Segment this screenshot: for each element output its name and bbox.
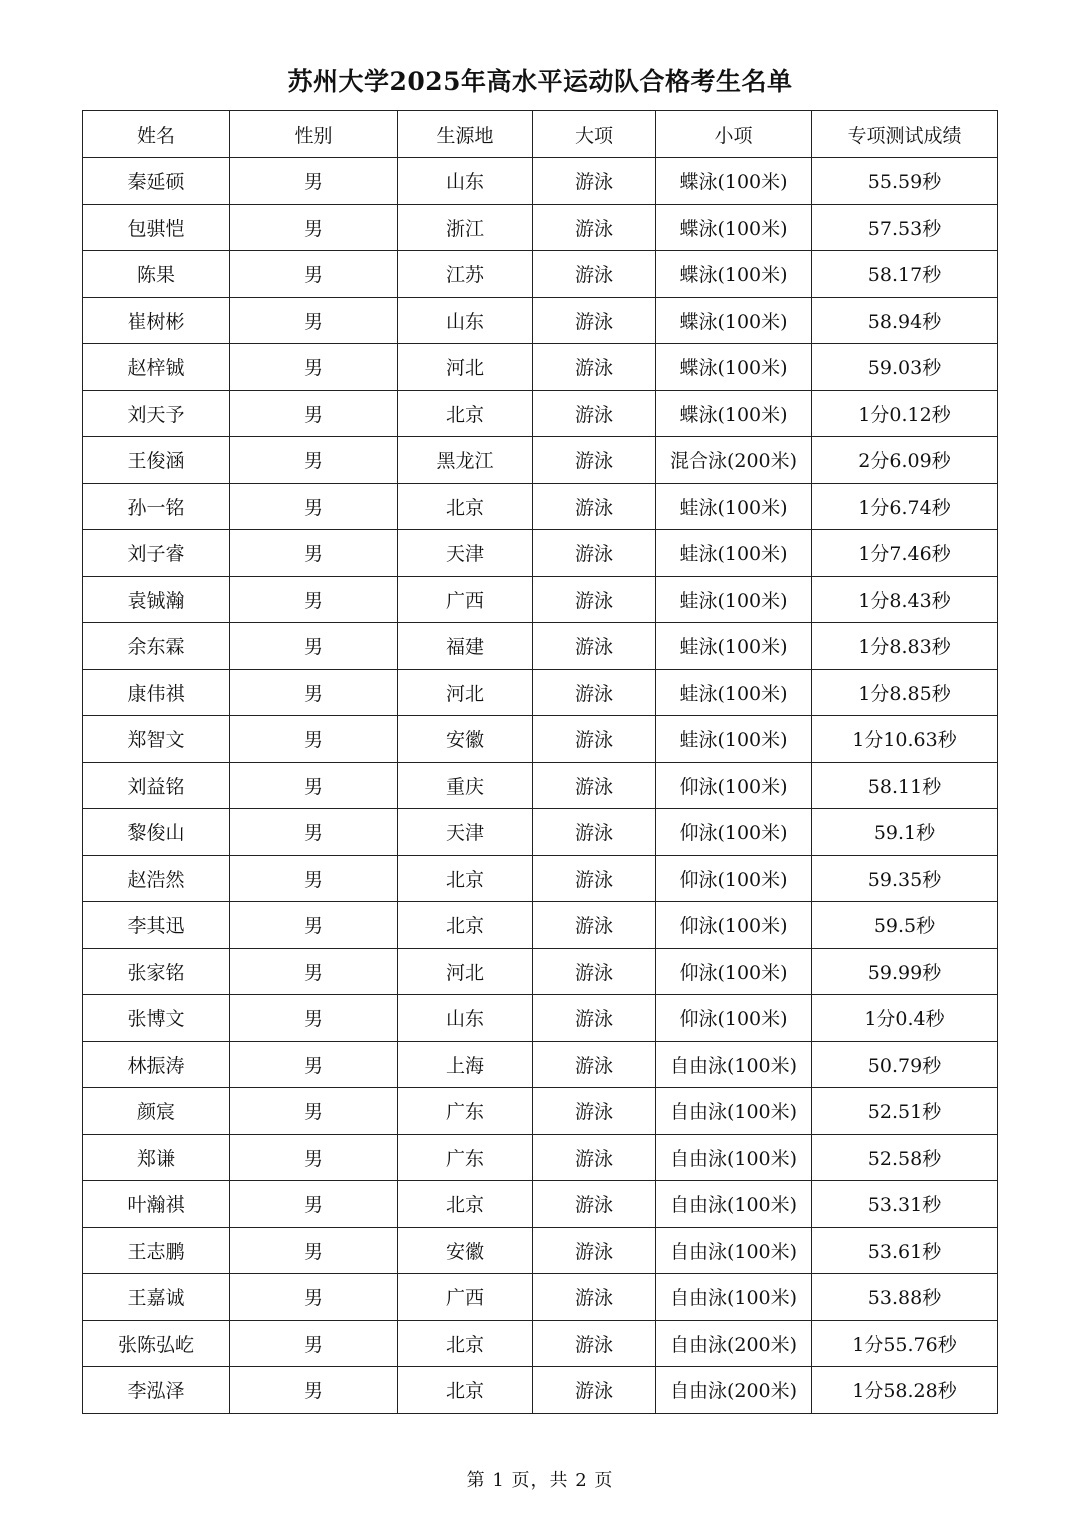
cell-major-event: 游泳: [533, 344, 656, 391]
table-row: [83, 948, 998, 995]
cell-origin: 安徽: [398, 1227, 533, 1274]
cell-sub-event: 蝶泳(100米): [656, 390, 812, 437]
cell-name: 孙一铭: [83, 483, 230, 530]
cell-origin: 山东: [398, 297, 533, 344]
cell-sub-event: 蝶泳(100米): [656, 158, 812, 205]
cell-origin: 北京: [398, 483, 533, 530]
cell-test-score: 53.61秒: [812, 1227, 998, 1274]
cell-major-event: 游泳: [533, 390, 656, 437]
cell-test-score: 58.11秒: [812, 762, 998, 809]
cell-gender: 男: [230, 995, 398, 1042]
table-row: [83, 855, 998, 902]
cell-origin: 北京: [398, 1367, 533, 1414]
cell-origin: 广东: [398, 1088, 533, 1135]
cell-gender: 男: [230, 1274, 398, 1321]
cell-major-event: 游泳: [533, 1274, 656, 1321]
cell-test-score: 59.1秒: [812, 809, 998, 856]
table-row: [83, 204, 998, 251]
cell-test-score: 1分0.12秒: [812, 390, 998, 437]
cell-sub-event: 仰泳(100米): [656, 762, 812, 809]
table-row: [83, 158, 998, 205]
cell-origin: 福建: [398, 623, 533, 670]
cell-gender: 男: [230, 855, 398, 902]
cell-sub-event: 蝶泳(100米): [656, 297, 812, 344]
cell-sub-event: 蛙泳(100米): [656, 623, 812, 670]
cell-gender: 男: [230, 204, 398, 251]
cell-name: 袁铖瀚: [83, 576, 230, 623]
cell-sub-event: 自由泳(100米): [656, 1227, 812, 1274]
table-row: [83, 530, 998, 577]
cell-gender: 男: [230, 1134, 398, 1181]
cell-gender: 男: [230, 1041, 398, 1088]
cell-major-event: 游泳: [533, 251, 656, 298]
cell-major-event: 游泳: [533, 902, 656, 949]
cell-name: 包骐恺: [83, 204, 230, 251]
cell-origin: 黑龙江: [398, 437, 533, 484]
cell-gender: 男: [230, 251, 398, 298]
cell-name: 张陈弘屹: [83, 1320, 230, 1367]
cell-test-score: 1分6.74秒: [812, 483, 998, 530]
table-row: [83, 1134, 998, 1181]
cell-name: 林振涛: [83, 1041, 230, 1088]
column-header-major-event: 大项: [533, 111, 656, 158]
cell-test-score: 1分8.83秒: [812, 623, 998, 670]
cell-sub-event: 自由泳(200米): [656, 1367, 812, 1414]
cell-major-event: 游泳: [533, 762, 656, 809]
cell-name: 王志鹏: [83, 1227, 230, 1274]
cell-sub-event: 蛙泳(100米): [656, 576, 812, 623]
cell-sub-event: 蛙泳(100米): [656, 716, 812, 763]
cell-sub-event: 自由泳(100米): [656, 1134, 812, 1181]
cell-major-event: 游泳: [533, 669, 656, 716]
cell-major-event: 游泳: [533, 158, 656, 205]
cell-gender: 男: [230, 1227, 398, 1274]
cell-test-score: 2分6.09秒: [812, 437, 998, 484]
table-row: [83, 809, 998, 856]
cell-sub-event: 自由泳(100米): [656, 1274, 812, 1321]
cell-test-score: 1分8.43秒: [812, 576, 998, 623]
cell-test-score: 52.51秒: [812, 1088, 998, 1135]
table-row: [83, 1041, 998, 1088]
cell-major-event: 游泳: [533, 483, 656, 530]
cell-test-score: 1分0.4秒: [812, 995, 998, 1042]
cell-test-score: 57.53秒: [812, 204, 998, 251]
cell-name: 王俊涵: [83, 437, 230, 484]
cell-sub-event: 仰泳(100米): [656, 855, 812, 902]
cell-origin: 安徽: [398, 716, 533, 763]
cell-test-score: 55.59秒: [812, 158, 998, 205]
cell-test-score: 59.5秒: [812, 902, 998, 949]
cell-major-event: 游泳: [533, 576, 656, 623]
cell-major-event: 游泳: [533, 1041, 656, 1088]
cell-sub-event: 蛙泳(100米): [656, 530, 812, 577]
cell-major-event: 游泳: [533, 297, 656, 344]
cell-major-event: 游泳: [533, 716, 656, 763]
cell-origin: 北京: [398, 390, 533, 437]
cell-name: 李其迅: [83, 902, 230, 949]
cell-gender: 男: [230, 297, 398, 344]
table-row: [83, 902, 998, 949]
cell-origin: 河北: [398, 948, 533, 995]
cell-name: 刘益铭: [83, 762, 230, 809]
cell-origin: 北京: [398, 1320, 533, 1367]
cell-gender: 男: [230, 344, 398, 391]
table-row: [83, 995, 998, 1042]
cell-test-score: 59.03秒: [812, 344, 998, 391]
cell-sub-event: 仰泳(100米): [656, 995, 812, 1042]
cell-major-event: 游泳: [533, 1088, 656, 1135]
table-row: [83, 1367, 998, 1414]
page-footer: 第 1 页，共 2 页: [466, 1470, 614, 1491]
cell-sub-event: 自由泳(100米): [656, 1181, 812, 1228]
cell-sub-event: 自由泳(200米): [656, 1320, 812, 1367]
table-row: [83, 1320, 998, 1367]
cell-name: 郑谦: [83, 1134, 230, 1181]
cell-origin: 北京: [398, 902, 533, 949]
cell-major-event: 游泳: [533, 1320, 656, 1367]
cell-test-score: 58.17秒: [812, 251, 998, 298]
cell-gender: 男: [230, 483, 398, 530]
cell-gender: 男: [230, 809, 398, 856]
cell-origin: 天津: [398, 530, 533, 577]
cell-sub-event: 混合泳(200米): [656, 437, 812, 484]
table-row: [83, 297, 998, 344]
cell-test-score: 52.58秒: [812, 1134, 998, 1181]
cell-sub-event: 仰泳(100米): [656, 948, 812, 995]
column-header-gender: 性别: [230, 111, 398, 158]
cell-major-event: 游泳: [533, 809, 656, 856]
cell-sub-event: 自由泳(100米): [656, 1041, 812, 1088]
cell-name: 余东霖: [83, 623, 230, 670]
page-title: 苏州大学2025年高水平运动队合格考生名单: [287, 67, 793, 96]
table-header-row: [83, 111, 998, 158]
cell-major-event: 游泳: [533, 855, 656, 902]
cell-origin: 北京: [398, 1181, 533, 1228]
cell-major-event: 游泳: [533, 623, 656, 670]
table-row: [83, 1274, 998, 1321]
table-row: [83, 1227, 998, 1274]
column-header-test-score: 专项测试成绩: [812, 111, 998, 158]
cell-test-score: 1分8.85秒: [812, 669, 998, 716]
cell-major-event: 游泳: [533, 530, 656, 577]
table-row: [83, 623, 998, 670]
cell-sub-event: 蝶泳(100米): [656, 204, 812, 251]
cell-name: 崔树彬: [83, 297, 230, 344]
cell-gender: 男: [230, 669, 398, 716]
cell-origin: 广东: [398, 1134, 533, 1181]
cell-test-score: 53.88秒: [812, 1274, 998, 1321]
cell-gender: 男: [230, 1181, 398, 1228]
table-row: [83, 576, 998, 623]
table-row: [83, 1181, 998, 1228]
cell-test-score: 53.31秒: [812, 1181, 998, 1228]
cell-gender: 男: [230, 716, 398, 763]
cell-name: 郑智文: [83, 716, 230, 763]
cell-name: 王嘉诚: [83, 1274, 230, 1321]
cell-origin: 河北: [398, 344, 533, 391]
cell-gender: 男: [230, 762, 398, 809]
cell-origin: 山东: [398, 158, 533, 205]
cell-origin: 重庆: [398, 762, 533, 809]
cell-origin: 河北: [398, 669, 533, 716]
cell-test-score: 1分58.28秒: [812, 1367, 998, 1414]
cell-name: 康伟祺: [83, 669, 230, 716]
cell-gender: 男: [230, 902, 398, 949]
cell-test-score: 59.35秒: [812, 855, 998, 902]
cell-major-event: 游泳: [533, 948, 656, 995]
cell-major-event: 游泳: [533, 995, 656, 1042]
cell-gender: 男: [230, 437, 398, 484]
cell-test-score: 59.99秒: [812, 948, 998, 995]
column-header-sub-event: 小项: [656, 111, 812, 158]
cell-name: 李泓泽: [83, 1367, 230, 1414]
table-row: [83, 716, 998, 763]
cell-gender: 男: [230, 948, 398, 995]
cell-sub-event: 蛙泳(100米): [656, 669, 812, 716]
cell-gender: 男: [230, 623, 398, 670]
cell-gender: 男: [230, 1367, 398, 1414]
cell-gender: 男: [230, 158, 398, 205]
column-header-name: 姓名: [83, 111, 230, 158]
cell-name: 张博文: [83, 995, 230, 1042]
cell-major-event: 游泳: [533, 437, 656, 484]
cell-sub-event: 蝶泳(100米): [656, 251, 812, 298]
cell-origin: 江苏: [398, 251, 533, 298]
cell-origin: 浙江: [398, 204, 533, 251]
cell-gender: 男: [230, 576, 398, 623]
cell-origin: 上海: [398, 1041, 533, 1088]
cell-name: 赵梓铖: [83, 344, 230, 391]
cell-origin: 广西: [398, 1274, 533, 1321]
cell-major-event: 游泳: [533, 1134, 656, 1181]
cell-major-event: 游泳: [533, 204, 656, 251]
cell-sub-event: 仰泳(100米): [656, 902, 812, 949]
cell-gender: 男: [230, 390, 398, 437]
cell-sub-event: 自由泳(100米): [656, 1088, 812, 1135]
cell-name: 颜宸: [83, 1088, 230, 1135]
cell-name: 赵浩然: [83, 855, 230, 902]
cell-origin: 天津: [398, 809, 533, 856]
table-row: [83, 762, 998, 809]
cell-name: 刘子睿: [83, 530, 230, 577]
cell-major-event: 游泳: [533, 1227, 656, 1274]
column-header-origin: 生源地: [398, 111, 533, 158]
cell-name: 叶瀚祺: [83, 1181, 230, 1228]
table-row: [83, 1088, 998, 1135]
table-row: [83, 390, 998, 437]
cell-sub-event: 蝶泳(100米): [656, 344, 812, 391]
cell-gender: 男: [230, 1320, 398, 1367]
cell-sub-event: 蛙泳(100米): [656, 483, 812, 530]
cell-test-score: 1分10.63秒: [812, 716, 998, 763]
cell-test-score: 1分55.76秒: [812, 1320, 998, 1367]
table-row: [83, 483, 998, 530]
cell-sub-event: 仰泳(100米): [656, 809, 812, 856]
cell-name: 刘天予: [83, 390, 230, 437]
cell-name: 秦延硕: [83, 158, 230, 205]
cell-name: 张家铭: [83, 948, 230, 995]
cell-origin: 山东: [398, 995, 533, 1042]
cell-major-event: 游泳: [533, 1367, 656, 1414]
cell-origin: 北京: [398, 855, 533, 902]
cell-name: 黎俊山: [83, 809, 230, 856]
cell-test-score: 58.94秒: [812, 297, 998, 344]
table-row: [83, 669, 998, 716]
cell-test-score: 50.79秒: [812, 1041, 998, 1088]
cell-gender: 男: [230, 1088, 398, 1135]
table-body: [83, 158, 998, 1414]
cell-gender: 男: [230, 530, 398, 577]
cell-origin: 广西: [398, 576, 533, 623]
table-row: [83, 344, 998, 391]
table-row: [83, 251, 998, 298]
cell-name: 陈果: [83, 251, 230, 298]
cell-test-score: 1分7.46秒: [812, 530, 998, 577]
table-row: [83, 437, 998, 484]
cell-major-event: 游泳: [533, 1181, 656, 1228]
candidate-table: [82, 110, 998, 1414]
